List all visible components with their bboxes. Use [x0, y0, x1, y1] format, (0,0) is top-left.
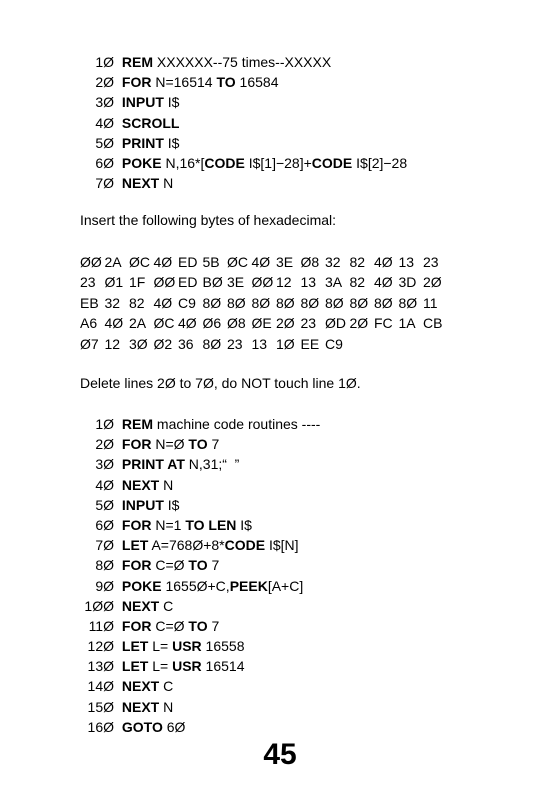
statement-text: C=Ø	[151, 617, 189, 634]
hex-byte: 3E	[227, 274, 245, 291]
hex-byte: 4Ø	[374, 274, 393, 291]
listing2-line	[80, 454, 320, 474]
basic-keyword: SCROLL	[121, 114, 180, 131]
line-number: 2Ø	[95, 74, 114, 91]
hex-byte: ED	[178, 274, 198, 291]
hex-row	[80, 272, 448, 292]
hex-byte: ØC	[227, 254, 248, 270]
hex-byte: 82	[349, 274, 366, 291]
basic-keyword: CODE	[311, 154, 353, 171]
hex-byte: 4Ø	[153, 254, 173, 270]
hex-byte: 1Ø	[276, 335, 295, 352]
basic-keyword: NEXT	[121, 678, 160, 695]
statement-text: N	[159, 476, 174, 493]
line-number: 1Ø	[95, 416, 114, 432]
listing2-line	[80, 535, 320, 555]
line-number: 6Ø	[95, 516, 114, 533]
hex-byte: 1F	[129, 274, 146, 291]
statement-text: 7	[207, 617, 220, 634]
line-number: 1Ø	[95, 54, 114, 70]
hex-byte: 82	[129, 294, 145, 311]
hex-byte: 11	[423, 294, 438, 311]
hex-byte: 82	[349, 254, 366, 270]
statement-text: I$	[163, 134, 180, 151]
hex-row	[80, 334, 448, 354]
statement-text: L=	[148, 658, 173, 675]
hex-byte: Ø1	[104, 274, 124, 291]
hex-byte-block	[80, 252, 448, 354]
hex-byte: 8Ø	[300, 294, 320, 311]
listing2-line	[80, 616, 320, 636]
hex-byte: 4Ø	[374, 254, 393, 270]
hex-byte: 8Ø	[349, 294, 369, 311]
line-number: 12Ø	[87, 638, 114, 655]
hex-byte: 12	[104, 335, 121, 352]
hex-byte: 3Ø	[129, 335, 148, 352]
hex-byte: 23	[80, 274, 96, 291]
listing2-line	[80, 515, 320, 535]
line-number: 5Ø	[95, 134, 114, 151]
hex-byte: 5B	[202, 254, 220, 270]
hex-byte: ØD	[325, 315, 346, 332]
hex-byte: 23	[227, 335, 243, 352]
listing2-line	[80, 434, 320, 454]
basic-keyword: TO	[188, 436, 208, 453]
statement-text: 16558	[201, 638, 245, 655]
line-number: 16Ø	[87, 718, 114, 735]
hex-byte: ØØ	[153, 274, 176, 291]
basic-keyword: NEXT	[121, 698, 160, 715]
statement-text: I$[N]	[265, 537, 299, 554]
basic-keyword: FOR	[121, 74, 152, 91]
basic-keyword: INPUT	[121, 94, 164, 111]
listing2-line	[80, 555, 320, 575]
hex-byte: 4Ø	[104, 315, 124, 332]
statement-text: N=16514	[151, 74, 217, 91]
basic-keyword: REM	[121, 54, 154, 70]
statement-text: C=Ø	[151, 557, 189, 574]
statement-text: 1655Ø+C,	[161, 577, 230, 594]
statement-text: C	[159, 678, 174, 695]
statement-text: N	[159, 175, 174, 192]
hex-byte: ØE	[251, 315, 272, 332]
hex-byte: 13	[300, 274, 317, 291]
hex-byte: 23	[423, 254, 439, 270]
line-number: 2Ø	[95, 436, 114, 453]
hex-byte: 4Ø	[153, 294, 173, 311]
hex-byte: ØC	[129, 254, 150, 270]
hex-byte: CB	[423, 315, 443, 332]
statement-text: I$	[236, 516, 252, 533]
hex-byte: ED	[178, 254, 198, 270]
line-number: 6Ø	[95, 154, 114, 171]
line-number: 1ØØ	[84, 597, 114, 614]
listing2-line	[80, 414, 320, 434]
statement-text: 16514	[201, 658, 245, 675]
basic-keyword: LET	[121, 537, 149, 554]
statement-text: XXXXXX--75 times--XXXXX	[153, 54, 332, 70]
hex-byte: 2Ø	[423, 274, 442, 291]
line-number: 13Ø	[87, 658, 114, 675]
basic-keyword: PRINT AT	[121, 456, 185, 473]
basic-keyword: TO	[216, 74, 236, 91]
hex-byte: 4Ø	[251, 254, 271, 270]
hex-byte: Ø6	[202, 315, 222, 332]
hex-byte: 3E	[276, 254, 294, 270]
hex-byte: 8Ø	[276, 294, 295, 311]
statement-text: C	[159, 597, 174, 614]
program-listing-2	[80, 414, 320, 737]
basic-keyword: PRINT	[121, 134, 164, 151]
hex-row	[80, 252, 448, 272]
hex-byte: 8Ø	[202, 335, 222, 352]
hex-byte: 32	[325, 254, 341, 270]
basic-keyword: INPUT	[121, 496, 164, 513]
hex-byte: 23	[300, 315, 317, 332]
hex-byte: C9	[178, 294, 196, 311]
basic-keyword: NEXT	[121, 597, 160, 614]
hex-byte: ØØ	[80, 254, 102, 270]
basic-keyword: USR	[172, 658, 202, 675]
basic-keyword: CODE	[224, 537, 266, 554]
listing1-line	[80, 133, 407, 153]
basic-keyword: TO	[188, 557, 208, 574]
hex-byte: Ø7	[80, 335, 99, 352]
listing2-line	[80, 576, 320, 596]
statement-text: 7	[207, 557, 220, 574]
hex-byte: 8Ø	[251, 294, 271, 311]
basic-keyword: LET	[121, 658, 149, 675]
hex-row	[80, 293, 448, 313]
page-number: 45	[263, 738, 297, 771]
hex-byte: 36	[178, 335, 194, 352]
basic-keyword: GOTO	[121, 718, 163, 735]
hex-byte: 13	[251, 335, 268, 352]
line-number: 4Ø	[95, 476, 114, 493]
statement-text: I$[1]−28]+	[244, 154, 312, 171]
hex-byte: A6	[80, 315, 98, 332]
statement-text: N,31;“ ”	[184, 456, 240, 473]
delete-lines-instruction: Delete lines 2Ø to 7Ø, do NOT touch line 1Ø.	[80, 375, 361, 391]
basic-keyword: FOR	[121, 557, 152, 574]
basic-keyword: CODE	[204, 154, 245, 171]
insert-bytes-instruction: Insert the following bytes of hexadecimal:	[80, 212, 337, 228]
line-number: 14Ø	[87, 678, 114, 695]
listing1-line	[80, 92, 407, 112]
statement-text: N	[159, 698, 174, 715]
listing2-line	[80, 495, 320, 515]
statement-text: A=768Ø+8*	[148, 537, 225, 554]
listing2-line	[80, 636, 320, 656]
statement-text: 16584	[235, 74, 279, 91]
line-number: 15Ø	[87, 698, 114, 715]
listing1-line	[80, 52, 407, 72]
listing2-line	[80, 676, 320, 696]
hex-byte: 8Ø	[202, 294, 222, 311]
statement-text: I$	[163, 496, 180, 513]
listing1-line	[80, 173, 407, 193]
hex-byte: 2Ø	[349, 315, 369, 332]
hex-byte: EE	[300, 335, 320, 352]
hex-byte: BØ	[202, 274, 223, 291]
hex-byte: 2Ø	[276, 315, 295, 332]
basic-keyword: FOR	[121, 617, 152, 634]
statement-text: [A+C]	[267, 577, 304, 594]
hex-byte: 8Ø	[398, 294, 418, 311]
hex-byte: C9	[325, 335, 343, 352]
listing1-line	[80, 113, 407, 133]
basic-keyword: TO LEN	[185, 516, 237, 533]
line-number: 7Ø	[95, 175, 114, 192]
hex-byte: 13	[398, 254, 415, 270]
statement-text: I$[2]−28	[352, 154, 408, 171]
line-number: 3Ø	[95, 94, 114, 111]
hex-byte: 8Ø	[325, 294, 344, 311]
basic-keyword: POKE	[121, 154, 162, 171]
hex-row	[80, 313, 448, 333]
listing2-line	[80, 596, 320, 616]
basic-keyword: NEXT	[121, 476, 160, 493]
statement-text: 7	[207, 436, 220, 453]
line-number: 11Ø	[88, 617, 114, 634]
line-number: 3Ø	[95, 456, 114, 473]
program-listing-1	[80, 52, 407, 193]
hex-byte: 8Ø	[227, 294, 246, 311]
basic-keyword: POKE	[121, 577, 162, 594]
hex-byte: ØØ	[251, 274, 274, 291]
line-number: 5Ø	[95, 496, 114, 513]
statement-text: N,16*[	[161, 154, 205, 171]
basic-keyword: USR	[172, 638, 202, 655]
listing1-line	[80, 153, 407, 173]
hex-byte: Ø2	[153, 335, 173, 352]
basic-keyword: FOR	[121, 516, 152, 533]
statement-text: I$	[163, 94, 180, 111]
line-number: 8Ø	[95, 557, 114, 574]
basic-keyword: REM	[121, 416, 154, 432]
hex-byte: 3A	[325, 274, 343, 291]
hex-byte: 2A	[129, 315, 147, 332]
basic-keyword: PEEK	[229, 577, 268, 594]
listing1-line	[80, 72, 407, 92]
hex-byte: 4Ø	[178, 315, 197, 332]
hex-byte: 1A	[398, 315, 416, 332]
line-number: 4Ø	[95, 114, 114, 131]
hex-byte: FC	[374, 315, 393, 332]
basic-keyword: FOR	[121, 436, 152, 453]
hex-byte: 8Ø	[374, 294, 393, 311]
statement-text: L=	[148, 638, 173, 655]
hex-byte: ØC	[153, 315, 175, 332]
statement-text: N=1	[151, 516, 186, 533]
statement-text: N=Ø	[151, 436, 189, 453]
line-number: 7Ø	[95, 537, 114, 554]
listing2-line	[80, 475, 320, 495]
hex-byte: EB	[80, 294, 99, 311]
line-number: 9Ø	[95, 577, 114, 594]
hex-byte: 32	[104, 294, 121, 311]
hex-byte: 12	[276, 274, 292, 291]
listing2-line	[80, 717, 320, 737]
hex-byte: 3D	[398, 274, 417, 291]
hex-byte: Ø8	[227, 315, 246, 332]
statement-text: 6Ø	[162, 718, 186, 735]
listing2-line	[80, 697, 320, 717]
basic-keyword: LET	[121, 638, 149, 655]
hex-byte: Ø8	[300, 254, 320, 270]
basic-keyword: NEXT	[121, 175, 160, 192]
listing2-line	[80, 656, 320, 676]
hex-byte: 2A	[104, 254, 122, 270]
basic-keyword: TO	[188, 617, 208, 634]
statement-text: machine code routines ----	[153, 416, 321, 432]
